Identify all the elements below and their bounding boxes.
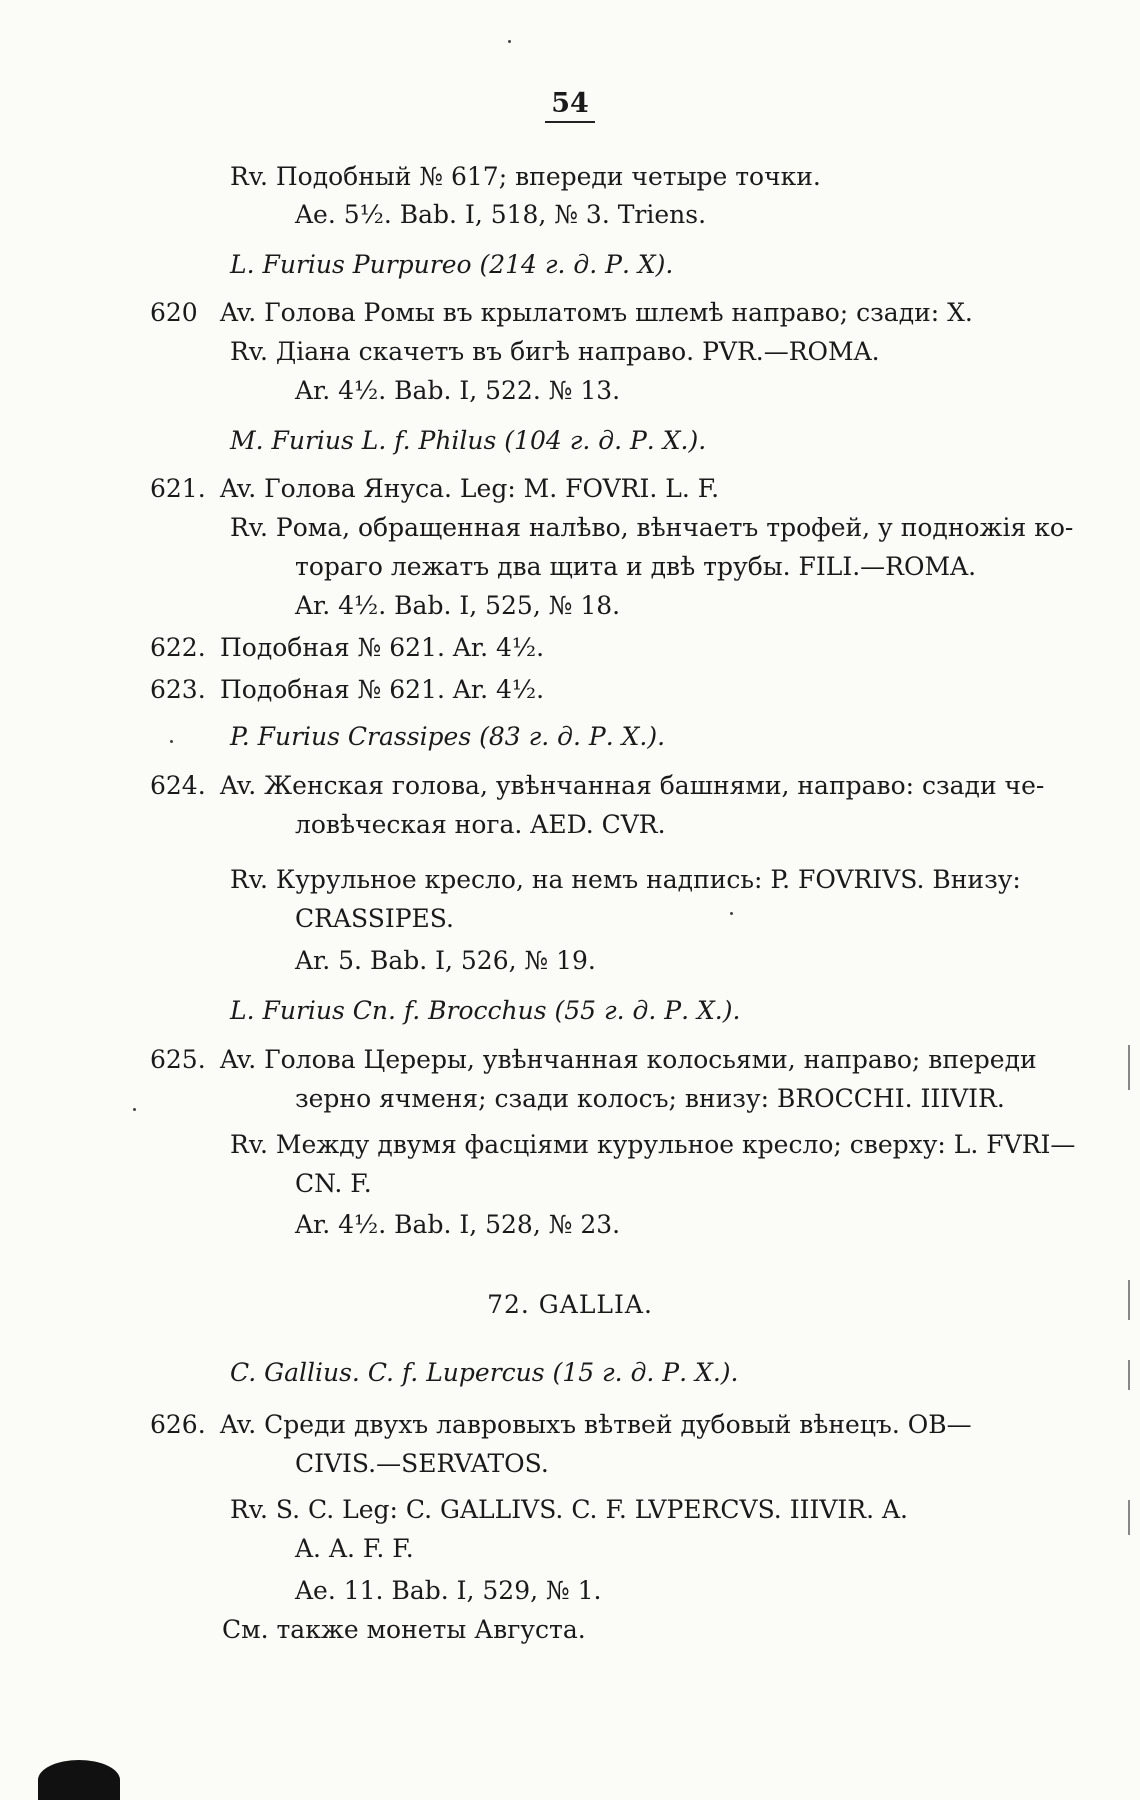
scan-speck bbox=[170, 740, 173, 743]
heading-gallius-lupercus: C. Gallius. C. f. Lupercus (15 г. д. Р. X.). bbox=[230, 1358, 739, 1387]
entry-623: 623. Подобная № 621. Ar. 4½. bbox=[150, 675, 545, 704]
entry-621-rv-cont: тораго лежатъ два щита и двѣ трубы. FILI.—ROMA. bbox=[295, 552, 977, 581]
margin-mark bbox=[1128, 1045, 1130, 1090]
note-see-augustus: См. также монеты Августа. bbox=[222, 1615, 586, 1644]
entry-624-av-cont: ловѣческая нога. AED. CVR. bbox=[295, 810, 666, 839]
entry-620-rv: Rv. Діана скачетъ въ бигѣ направо. PVR.—ROMA. bbox=[230, 337, 880, 366]
page-number: 54 bbox=[0, 88, 1140, 119]
scan-ink-blot bbox=[38, 1760, 120, 1800]
entry-624-ref: Ar. 5. Bab. I, 526, № 19. bbox=[295, 946, 596, 975]
entry-624-rv: Rv. Курульное кресло, на немъ надпись: P. FOVRIVS. Внизу: bbox=[230, 865, 1021, 894]
entry-626-rv: Rv. S. C. Leg: C. GALLIVS. C. F. LVPERCVS. IIIVIR. A. bbox=[230, 1495, 908, 1524]
entry-625-ref: Ar. 4½. Bab. I, 528, № 23. bbox=[295, 1210, 621, 1239]
entry-625-rv-cont: CN. F. bbox=[295, 1169, 372, 1198]
margin-mark bbox=[1128, 1280, 1130, 1320]
entry-624-rv-cont: CRASSIPES. bbox=[295, 904, 454, 933]
entry-624-av: 624. Av. Женская голова, увѣнчанная башнями, направо: сзади че- bbox=[150, 771, 1045, 800]
entry-626-ref: Ae. 11. Bab. I, 529, № 1. bbox=[295, 1576, 602, 1605]
scan-speck bbox=[508, 40, 511, 43]
margin-mark bbox=[1128, 1500, 1130, 1535]
entry-621-ref: Ar. 4½. Bab. I, 525, № 18. bbox=[295, 591, 621, 620]
entry-626-rv-cont: A. A. F. F. bbox=[295, 1534, 414, 1563]
scan-speck bbox=[133, 1108, 136, 1111]
margin-mark bbox=[1128, 1360, 1130, 1390]
line-ae-triens: Ae. 5½. Bab. I, 518, № 3. Triens. bbox=[295, 200, 707, 229]
line-rv-617: Rv. Подобный № 617; впереди четыре точки. bbox=[230, 162, 821, 191]
section-title-gallia: 72. GALLIA. bbox=[487, 1290, 653, 1319]
entry-620-ref: Ar. 4½. Bab. I, 522. № 13. bbox=[295, 376, 621, 405]
scan-speck bbox=[730, 912, 733, 915]
entry-621-rv: Rv. Рома, обращенная налѣво, вѣнчаетъ трофей, у подножія ко- bbox=[230, 513, 1074, 542]
entry-625-av-cont: зерно ячменя; сзади колосъ; внизу: BROCCHI. IIIVIR. bbox=[295, 1084, 1005, 1113]
entry-626-av-cont: CIVIS.—SERVATOS. bbox=[295, 1449, 549, 1478]
heading-furius-philus: M. Furius L. f. Philus (104 г. д. Р. X.). bbox=[230, 426, 707, 455]
heading-furius-brocchus: L. Furius Cn. f. Brocchus (55 г. д. Р. X.). bbox=[230, 996, 741, 1025]
entry-626-av: 626. Av. Среди двухъ лавровыхъ вѣтвей дубовый вѣнецъ. OB— bbox=[150, 1410, 972, 1439]
entry-625-av: 625. Av. Голова Цереры, увѣнчанная колосьями, направо; впереди bbox=[150, 1045, 1037, 1074]
entry-625-rv: Rv. Между двумя фасціями курульное кресло; сверху: L. FVRI— bbox=[230, 1130, 1076, 1159]
heading-furius-purpureo: L. Furius Purpureo (214 г. д. Р. X). bbox=[230, 250, 674, 279]
entry-621-av: 621. Av. Голова Януса. Leg: M. FOVRI. L. F. bbox=[150, 474, 720, 503]
entry-622: 622. Подобная № 621. Ar. 4½. bbox=[150, 633, 545, 662]
heading-furius-crassipes: P. Furius Crassipes (83 г. д. Р. X.). bbox=[230, 722, 666, 751]
entry-620-av: 620 Av. Голова Ромы въ крылатомъ шлемѣ направо; сзади: X. bbox=[150, 298, 973, 327]
